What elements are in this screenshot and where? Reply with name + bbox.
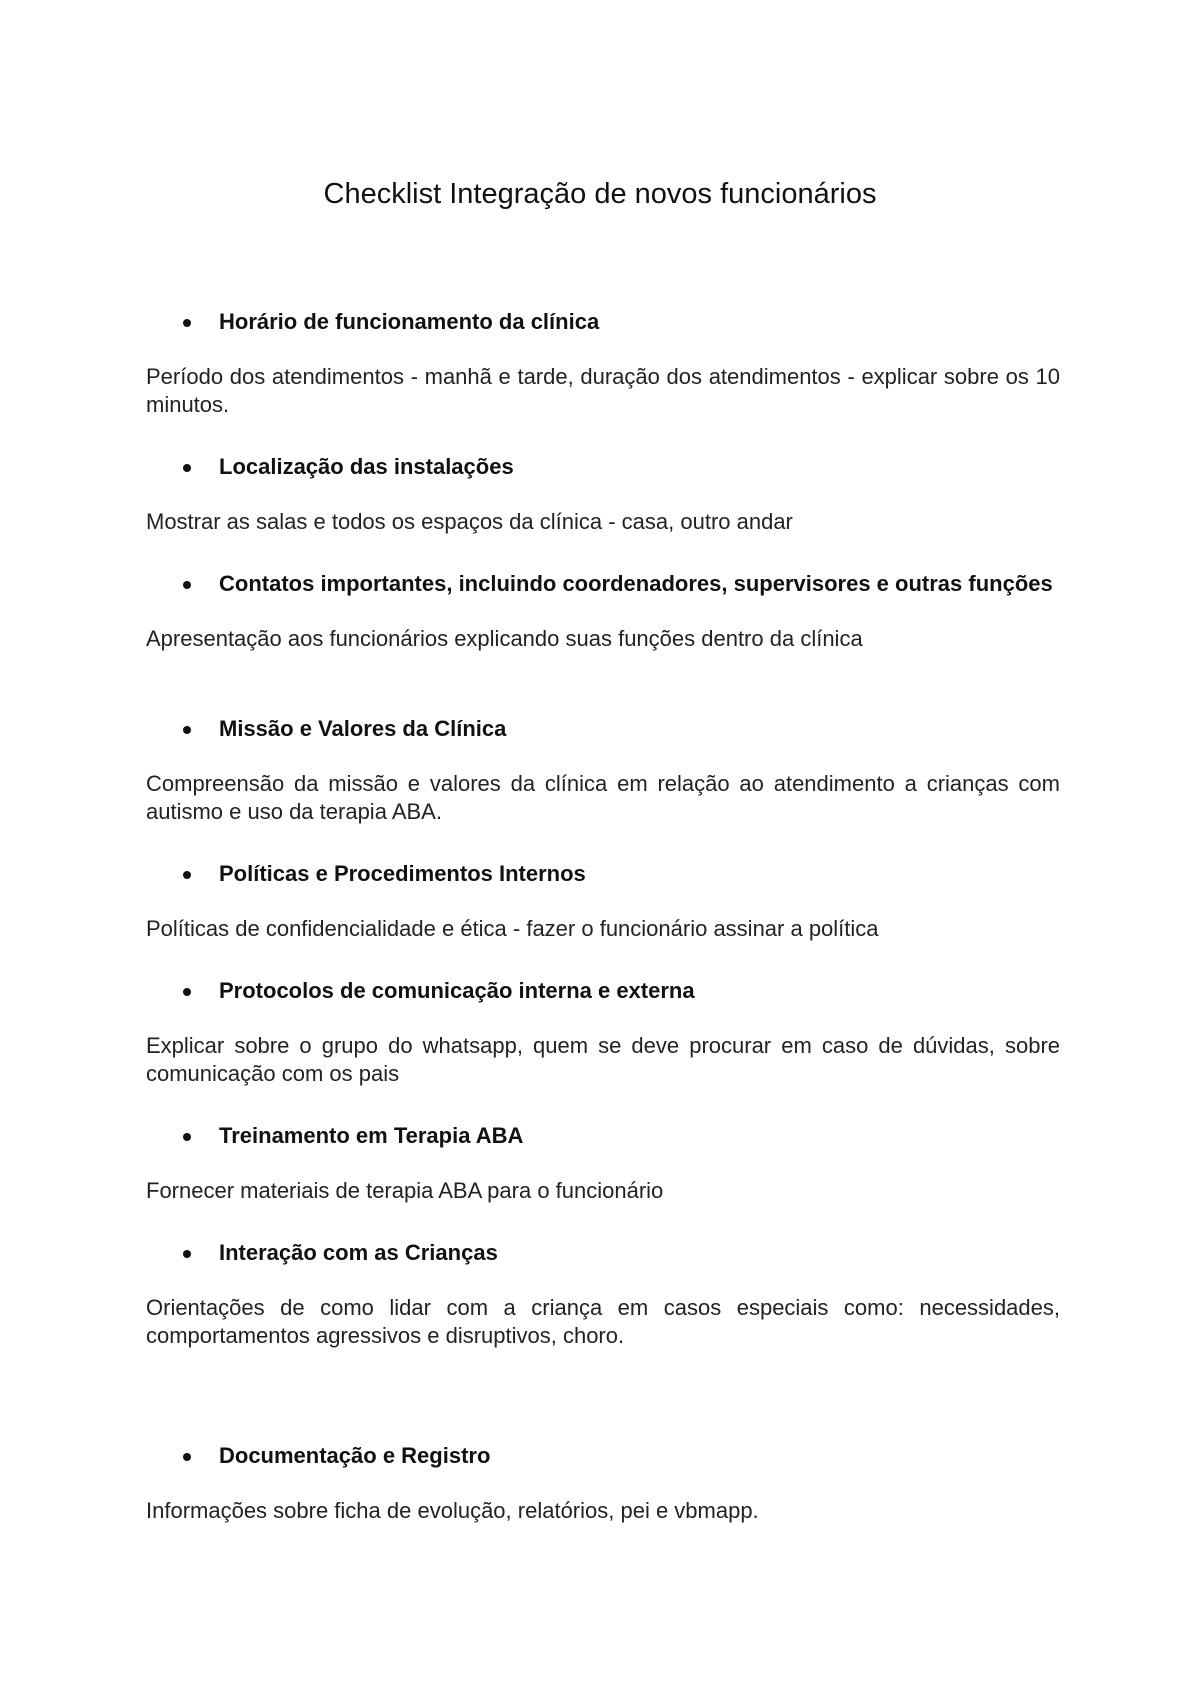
- checklist-item: [146, 1122, 1060, 1150]
- item-description: Compreensão da missão e valores da clínica em relação ao atendimento a crianças com autismo e uso da terapia ABA.: [146, 771, 1060, 824]
- checklist-item: [146, 308, 1060, 336]
- bullet-icon: [183, 871, 191, 879]
- item-description: Explicar sobre o grupo do whatsapp, quem se deve procurar em caso de dúvidas, sobre comunicação com os pais: [146, 1033, 1060, 1086]
- bullet-icon: [183, 726, 191, 734]
- document-title: Checklist Integração de novos funcionários: [323, 178, 877, 210]
- checklist-item: [146, 715, 1060, 743]
- item-description: Mostrar as salas e todos os espaços da clínica - casa, outro andar: [146, 509, 793, 534]
- bullet-icon: [183, 464, 191, 472]
- section-missao: [146, 715, 1060, 826]
- item-description: Informações sobre ficha de evolução, relatórios, pei e vbmapp.: [146, 1498, 759, 1523]
- checklist-item: [146, 1442, 1060, 1470]
- section-documentacao: [146, 1442, 1060, 1525]
- section-treinamento: [146, 1122, 1060, 1205]
- section-politicas: [146, 860, 1060, 943]
- item-heading: Contatos importantes, incluindo coordenadores, supervisores e outras funções: [219, 571, 1053, 596]
- section-protocolos: [146, 977, 1060, 1088]
- bullet-icon: [183, 1133, 191, 1141]
- item-heading: Treinamento em Terapia ABA: [219, 1123, 524, 1148]
- item-heading: Horário de funcionamento da clínica: [219, 309, 600, 334]
- item-heading: Documentação e Registro: [219, 1443, 491, 1468]
- item-description: Fornecer materiais de terapia ABA para o funcionário: [146, 1178, 664, 1203]
- bullet-icon: [183, 319, 191, 327]
- bullet-icon: [183, 988, 191, 996]
- checklist-item: [146, 570, 1060, 598]
- item-heading: Localização das instalações: [219, 454, 514, 479]
- checklist-item: [146, 453, 1060, 481]
- item-heading: Interação com as Crianças: [219, 1240, 498, 1265]
- item-heading: Missão e Valores da Clínica: [219, 716, 507, 741]
- bullet-icon: [183, 1250, 191, 1258]
- section-horario: [146, 308, 1060, 419]
- checklist-item: [146, 1239, 1060, 1267]
- checklist-item: [146, 977, 1060, 1005]
- section-interacao: [146, 1239, 1060, 1350]
- item-heading: Políticas e Procedimentos Internos: [219, 861, 586, 886]
- item-description: Políticas de confidencialidade e ética - fazer o funcionário assinar a política: [146, 916, 879, 941]
- bullet-icon: [183, 1453, 191, 1461]
- section-localizacao: [146, 453, 1060, 536]
- bullet-icon: [183, 581, 191, 589]
- checklist-item: [146, 860, 1060, 888]
- item-description: Período dos atendimentos - manhã e tarde, duração dos atendimentos - explicar sobre os 10 minutos.: [146, 364, 1060, 417]
- item-description: Apresentação aos funcionários explicando suas funções dentro da clínica: [146, 626, 863, 651]
- section-contatos: [146, 570, 1060, 653]
- item-description: Orientações de como lidar com a criança em casos especiais como: necessidades, comportamentos agressivos e disruptivos, choro.: [146, 1295, 1060, 1348]
- item-heading: Protocolos de comunicação interna e externa: [219, 978, 695, 1003]
